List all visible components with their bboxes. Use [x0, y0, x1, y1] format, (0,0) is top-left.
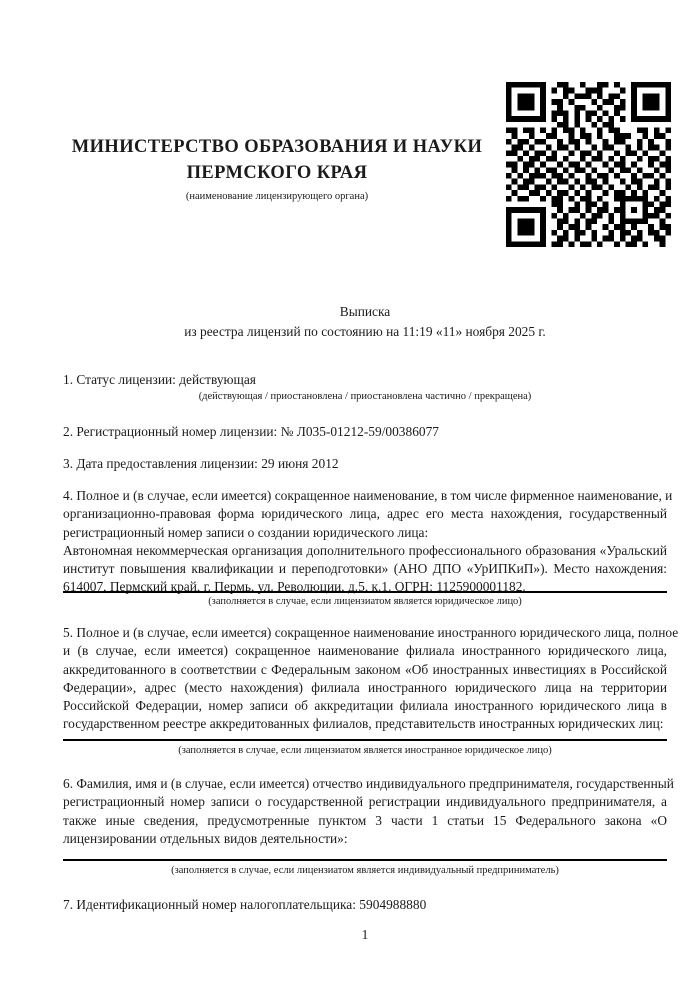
legal-entity-caption: (заполняется в случае, если лицензиатом является юридическое лицо)	[208, 596, 522, 607]
ministry-name-line2: ПЕРМСКОГО КРАЯ	[186, 163, 368, 183]
paragraph-line: 5. Полное и (в случае, если имеется) сокращенное наименование иностранного юридического лица, полное	[63, 625, 679, 640]
licensing-authority-header	[63, 134, 491, 203]
paragraph-line: организационно-правовая форма юридического лица, адрес его места нахождения, государственный	[63, 506, 667, 522]
paragraph-line: Автономная некоммерческая организация дополнительного профессионального образования «Уральский	[63, 542, 667, 558]
individual-entrepreneur-fill-line	[63, 859, 667, 861]
page-number: 1	[361, 927, 369, 942]
paragraph-line: 614007, Пермский край, г. Пермь, ул. Революции, д.5, к.1. ОГРН: 1125900001182.	[63, 579, 526, 595]
paragraph-line: аккредитованного в соответствии с Федеральным законом «Об иностранных инвестициях в Российской	[63, 661, 667, 677]
legal-entity-details-paragraph	[63, 487, 673, 597]
foreign-entity-fill-line	[63, 739, 667, 741]
paragraph-line: 4. Полное и (в случае, если имеется) сокращенное наименование, в том числе фирменное наименование, и	[63, 488, 673, 503]
license-grant-date: 3. Дата предоставления лицензии: 29 июня 2012	[63, 456, 339, 471]
paragraph-line: Федерации», адрес (место нахождения) филиала иностранного юридического лица на территории	[63, 679, 667, 695]
ministry-name-line1: МИНИСТЕРСТВО ОБРАЗОВАНИЯ И НАУКИ	[71, 137, 483, 157]
individual-entrepreneur-paragraph	[63, 775, 674, 848]
document-title-line2: из реестра лицензий по состоянию на 11:19 «11» ноября 2025 г.	[184, 323, 546, 339]
paragraph-line: институт повышения квалификации и переподготовки» (АНО ДПО «УрИПКиП»). Место нахождения:	[63, 561, 667, 577]
individual-entrepreneur-caption: (заполняется в случае, если лицензиатом является индивидуальный предприниматель)	[171, 865, 559, 876]
document-title-line1: Выписка	[339, 304, 391, 319]
paragraph-line: и (в случае, если имеется) сокращенное наименование филиала иностранного юридического лица,	[63, 643, 667, 659]
license-status: 1. Статус лицензии: действующая	[63, 372, 256, 387]
document-title	[63, 302, 667, 341]
taxpayer-id: 7. Идентификационный номер налогоплательщика: 5904988880	[63, 897, 427, 912]
foreign-entity-details-paragraph	[63, 624, 679, 734]
license-status-options-caption: (действующая / приостановлена / приостановлена частично / прекращена)	[198, 391, 532, 402]
qr-code	[506, 82, 671, 247]
foreign-entity-caption: (заполняется в случае, если лицензиатом является иностранное юридическое лицо)	[178, 745, 552, 756]
license-registration-number: 2. Регистрационный номер лицензии: № Л035-01212-59/00386077	[63, 424, 439, 439]
paragraph-line: государственном реестре аккредитованных филиалов, представительств иностранных юридических лиц:	[63, 716, 664, 732]
legal-entity-fill-line	[63, 591, 667, 593]
paragraph-line: Российской Федерации, номер записи об аккредитации филиала иностранного юридического лица в	[63, 698, 667, 714]
licensing-authority-caption: (наименование лицензирующего органа)	[185, 191, 369, 202]
paragraph-line: также иные сведения, предусмотренные пунктом 3 части 1 статьи 15 Федерального закона «О	[63, 812, 667, 828]
paragraph-line: регистрационный номер записи о создании юридического лица:	[63, 524, 429, 540]
paragraph-line: лицензировании отдельных видов деятельности»:	[63, 830, 348, 846]
paragraph-line: регистрационный номер записи о государственной регистрации индивидуального предпринимателя, а	[63, 794, 667, 810]
paragraph-line: 6. Фамилия, имя и (в случае, если имеется) отчество индивидуального предпринимателя, государственный	[63, 776, 674, 791]
